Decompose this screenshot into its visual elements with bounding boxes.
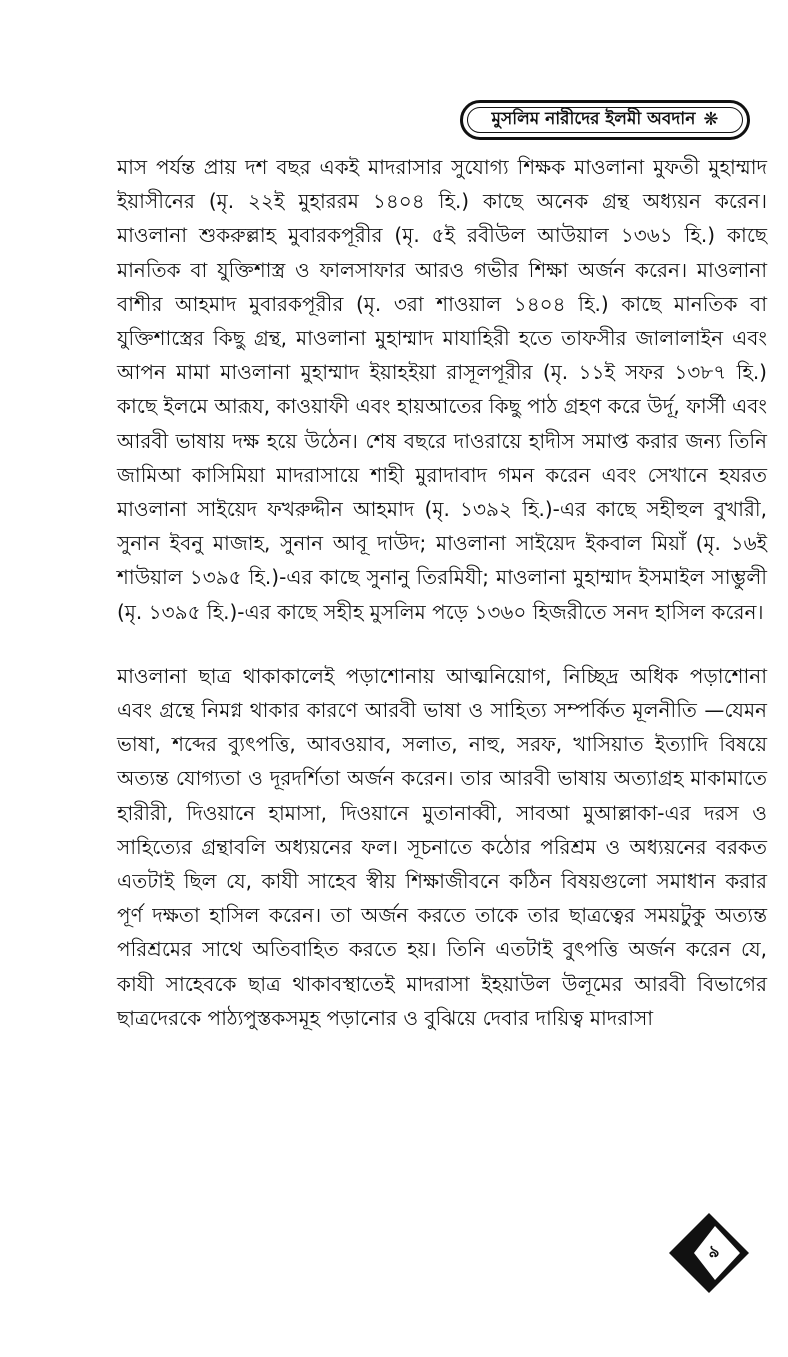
page-number-badge bbox=[668, 1212, 750, 1294]
page-body bbox=[117, 150, 767, 1035]
page-number: ৯ bbox=[708, 1242, 720, 1262]
paragraph-1: মাস পর্যন্ত প্রায় দশ বছর একই মাদরাসার সুযোগ্য শিক্ষক মাওলানা মুফতী মুহাম্মাদ ইয়াসীনের (মৃ. ২২ই মুহাররম ১৪০৪ হি.) কাছে অনেক গ্রন্থ অধ্যয়ন করেন। মাওলানা শুকরুল্লাহ মুবারকপূরীর (মৃ. ৫ই রবীউল আউয়াল ১৩৬১ হি.) কাছে মানতিক বা যুক্তিশাস্ত্র ও ফালসাফার আরও গভীর শিক্ষা অর্জন করেন। মাওলানা বাশীর আহমাদ মুবারকপূরীর (মৃ. ৩রা শাওয়াল ১৪০৪ হি.) কাছে মানতিক বা যুক্তিশাস্ত্রের কিছু গ্রন্থ, মাওলানা মুহাম্মাদ মাযাহিরী হতে তাফসীর জালালাইন এবং আপন মামা মাওলানা মুহাম্মাদ ইয়াহইয়া রাসূলপূরীর (মৃ. ১১ই সফর ১৩৮৭ হি.) কাছে ইলমে আরূয, কাওয়াফী এবং হায়আতের কিছু পাঠ গ্রহণ করে উর্দূ, ফার্সী এবং আরবী ভাষায় দক্ষ হয়ে উঠেন। শেষ বছরে দাওরায়ে হাদীস সমাপ্ত করার জন্য তিনি জামিআ কাসিমিয়া মাদরাসায়ে শাহী মুরাদাবাদ গমন করেন এবং সেখানে হযরত মাওলানা সাইয়েদ ফখরুদ্দীন আহমাদ (মৃ. ১৩৯২ হি.)-এর কাছে সহীহুল বুখারী, সুনান ইবনু মাজাহ, সুনান আবূ দাউদ; মাওলানা সাইয়েদ ইকবাল মিয়াঁ (মৃ. ১৬ই শাউয়াল ১৩৯৫ হি.)-এর কাছে সুনানু তিরমিযী; মাওলানা মুহাম্মাদ ইসমাইল সাম্ভুলী (মৃ. ১৩৯৫ হি.)-এর কাছে সহীহ মুসলিম পড়ে ১৩৬০ হিজরীতে সনদ হাসিল করেন। bbox=[117, 155, 767, 624]
asterisk-ornament-icon: ❋ bbox=[703, 109, 719, 130]
paragraph-2: মাওলানা ছাত্র থাকাকালেই পড়াশোনায় আত্মনিয়োগ, নিচ্ছিদ্র অধিক পড়াশোনা এবং গ্রন্থে নিমগ্ন থাকার কারণে আরবী ভাষা ও সাহিত্য সম্পর্কিত মূলনীতি —যেমন ভাষা, শব্দের ব্যুৎপত্তি, আবওয়াব, সলাত, নাহু, সরফ, খাসিয়াত ইত্যাদি বিষয়ে অত্যন্ত যোগ্যতা ও দূরদর্শিতা অর্জন করেন। তার আরবী ভাষায় অত্যাগ্রহ মাকামাতে হারীরী, দিওয়ানে হামাসা, দিওয়ানে মুতানাব্বী, সাবআ মুআল্লাকা-এর দরস ও সাহিত্যের গ্রন্থাবলি অধ্যয়নের ফল। সূচনাতে কঠোর পরিশ্রম ও অধ্যয়নের বরকত এতটাই ছিল যে, কাযী সাহেব স্বীয় শিক্ষাজীবনে কঠিন বিষয়গুলো সমাধান করার পূর্ণ দক্ষতা হাসিল করেন। তা অর্জন করতে তাকে তার ছাত্রত্বের সময়টুকু অত্যন্ত পরিশ্রমের সাথে অতিবাহিত করতে হয়। তিনি এতটাই বুৎপত্তি অর্জন করেন যে, কাযী সাহেবকে ছাত্র থাকাবস্থাতেই মাদরাসা ইহয়াউল উলূমের আরবী বিভাগের ছাত্রদেরকে পাঠ্যপুস্তকসমূহ পড়ানোর ও বুঝিয়ে দেবার দায়িত্ব মাদরাসা bbox=[117, 663, 767, 1030]
running-header bbox=[460, 100, 750, 140]
header-title: মুসলিম নারীদের ইলমী অবদান bbox=[491, 109, 696, 129]
